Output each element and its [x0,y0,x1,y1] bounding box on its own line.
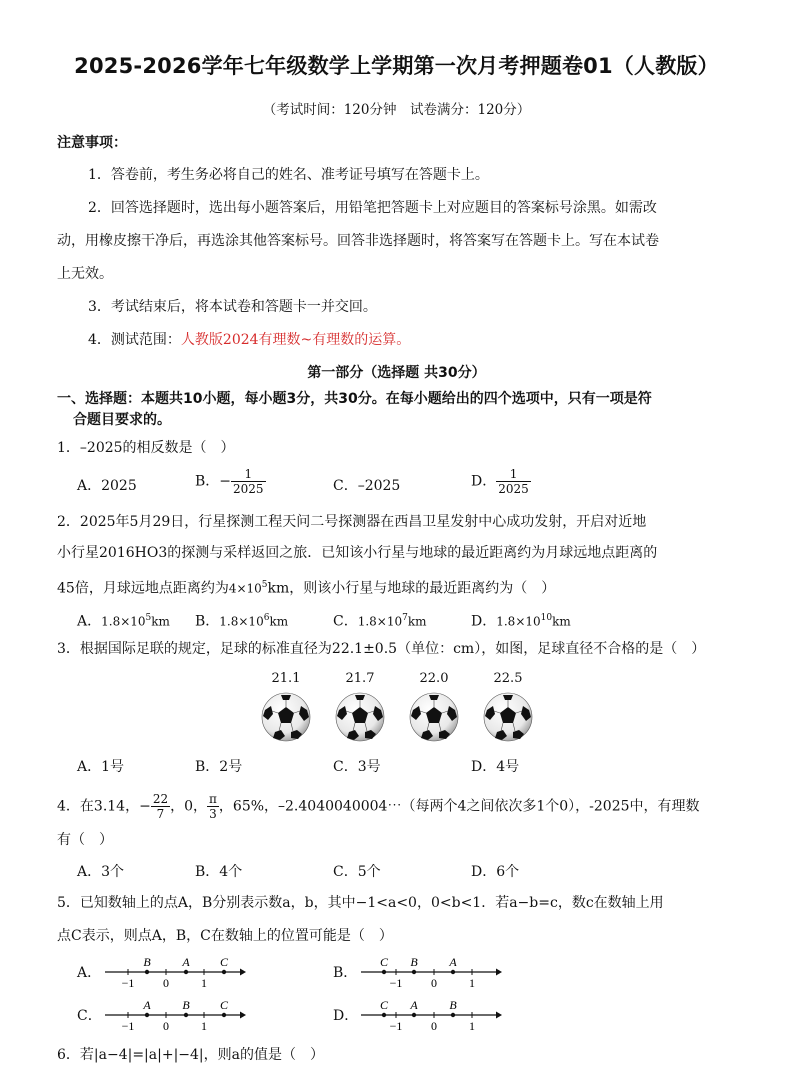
note-4-range: 人教版2024有理数~有理数的运算。 [180,332,411,348]
q1-option-c[interactable]: C．–2025 [333,478,401,494]
q2-b-base: 1.8×10 [219,614,264,629]
q4-option-b[interactable]: B．4个 [195,864,243,880]
q4-l1b: ，0， [170,798,208,815]
q2-a-sup: 5 [145,613,152,623]
q1-d-den: 2025 [498,482,529,496]
q5c-tick-2: 0 [163,1019,169,1033]
note-3: 3．考试结束后，将本试卷和答题卡一并交回。 [88,299,377,315]
note-4 [88,330,753,350]
q2-option-c[interactable] [333,608,427,632]
q5-option-b-numberline [356,952,506,992]
q3-stem: 3．根据国际足联的规定，足球的标准直径为22.1±0.5（单位：cm），如图，足球直径不合格的是（ ） [57,641,706,657]
q2-a-unit: km [151,614,170,629]
section-instructions-cont: 合题目要求的。 [73,412,171,428]
q2-b-sup: 6 [263,613,270,623]
exam-title: 2025-2026学年七年级数学上学期第一次月考押题卷01（人教版） [74,54,719,78]
q2-d-unit: km [552,614,571,629]
q2-c-sup: 7 [402,613,408,623]
q5c-pt-3: C [219,998,229,1012]
q2-l3c: km，则该小行星与地球的最近距离约为（ ） [267,580,556,597]
q5-line-2: 点C表示，则点A，B，C在数轴上的位置可能是（ ） [57,928,393,944]
q4-line-2: 有（ ） [57,832,113,848]
q5a-tick-1: −1 [121,976,135,990]
q1-stem: 1．–2025的相反数是（ ） [57,440,235,456]
q1-b-den: 2025 [233,482,264,496]
q5d-pt-2: A [410,998,418,1012]
q5-line-1: 5．已知数轴上的点A，B分别表示数a，b，其中−1<a<0，0<b<1．若a−b=c，数c在数轴上用 [57,895,664,911]
q2-b-unit: km [269,614,289,629]
q3-option-a[interactable]: A．1号 [77,759,125,775]
q2-a-base: 1.8×10 [101,614,146,629]
q2-l3sup: 5 [261,580,268,590]
ball-1-label: 21.1 [271,671,301,686]
q5d-tick-2: 0 [431,1019,437,1033]
q4-option-c[interactable]: C．5个 [333,864,381,880]
q5d-pt-1: C [379,998,389,1012]
q5-option-d-label[interactable]: D． [333,1008,359,1024]
q5a-tick-3: 1 [201,976,207,990]
q1-option-b[interactable] [195,467,266,496]
q2-c-base: 1.8×10 [357,614,403,629]
soccer-ball-4-icon [483,692,533,742]
q2-line-3 [57,575,753,599]
q5a-pt-2: A [182,955,190,969]
q2-a-label: A． [77,613,102,630]
q4-frac2-num: π [209,792,217,806]
q2-b-label: B． [195,613,220,630]
q5a-pt-3: C [219,955,229,969]
q1-d-num: 1 [496,467,531,482]
q5-option-b-label[interactable]: B． [333,965,358,981]
ball-3-label: 22.0 [419,671,449,686]
q3-option-d[interactable]: D．4号 [471,759,520,775]
q2-option-a[interactable] [77,608,170,632]
q3-option-c[interactable]: C．3号 [333,759,381,775]
q2-d-sup: 10 [540,613,553,623]
q2-line-1: 2．2025年5月29日，行星探测工程天问二号探测器在西昌卫星发射中心成功发射，开启对近地 [57,514,647,530]
q4-frac2-den: 3 [209,807,217,821]
part-heading: 第一部分（选择题 共30分） [307,365,486,381]
q5b-tick-3: 1 [469,976,475,990]
note-2b: 动，用橡皮擦干净后，再选涂其他答案标号。回答非选择题时，将答案写在答题卡上。写在本试卷 [57,233,659,249]
q1-b-fraction [231,467,266,496]
q1-b-sign: − [219,473,232,490]
q1-d-fraction [496,467,531,496]
q4-line-1 [57,792,753,821]
note-1: 1．答卷前，考生务必将自己的姓名、准考证号填写在答题卡上。 [88,167,489,183]
q4-frac1-den: 7 [156,807,165,821]
q2-d-base: 1.8×10 [496,614,541,629]
q2-option-d[interactable] [471,608,571,632]
q4-l1a: 4．在3.14，− [57,798,151,815]
q2-d-label: D． [471,613,497,630]
q1-option-a[interactable]: A．2025 [77,478,137,494]
q5a-pt-1: B [143,955,151,969]
q4-option-a[interactable]: A．3个 [77,864,125,880]
q5-option-c-numberline [100,995,250,1035]
q4-frac-1 [151,792,170,821]
q5b-tick-2: 0 [431,976,437,990]
q1-b-num: 1 [231,467,266,482]
q5c-pt-1: A [143,998,151,1012]
q5b-pt-3: A [449,955,457,969]
q5b-tick-1: −1 [389,976,403,990]
note-2a: 2．回答选择题时，选出每小题答案后，用铅笔把答题卡上对应题目的答案标号涂黑。如需改 [88,200,657,216]
q3-option-b[interactable]: B．2号 [195,759,243,775]
q4-option-d[interactable]: D．6个 [471,864,520,880]
q5-option-c-label[interactable]: C． [77,1008,102,1024]
exam-subtitle: （考试时间：120分钟 试卷满分：120分） [262,102,531,118]
q2-l3a: 45倍，月球远地点距离约为 [57,580,229,597]
q6-stem: 6．若|a−4|=|a|+|−4|，则a的值是（ ） [57,1047,324,1063]
soccer-ball-3-icon [409,692,459,742]
q2-c-unit: km [407,614,427,629]
notes-heading: 注意事项： [57,135,127,151]
q5b-pt-1: C [379,955,389,969]
note-4-prefix: 4．测试范围： [88,332,181,348]
section-instructions: 一、选择题：本题共10小题，每小题3分，共30分。在每小题给出的四个选项中，只有一项是符 [57,391,652,407]
q5c-pt-2: B [182,998,190,1012]
q5-option-d-numberline [356,995,506,1035]
q5d-tick-3: 1 [469,1019,475,1033]
q5c-tick-1: −1 [121,1019,135,1033]
q4-l1c: ，65%，–2.4040040004⋯（每两个4之间依次多1个0），-2025中，有理数 [218,798,700,815]
ball-4-label: 22.5 [493,671,523,686]
q5c-tick-3: 1 [201,1019,207,1033]
q2-line-2: 小行星2016HO3的探测与采样返回之旅．已知该小行星与地球的最近距离约为月球远地点距离的 [57,545,658,561]
q1-b-label: B． [195,473,220,490]
q1-d-label: D． [471,473,497,490]
q4-frac-2 [207,792,219,821]
q2-l3b: 4×10 [228,581,262,596]
q5a-tick-2: 0 [163,976,169,990]
q5d-tick-1: −1 [389,1019,403,1033]
note-2c: 上无效。 [57,266,113,282]
q5b-pt-2: B [410,955,418,969]
q5d-pt-3: B [449,998,457,1012]
q4-frac1-num: 22 [152,792,169,806]
soccer-ball-2-icon [335,692,385,742]
q2-option-b[interactable] [195,608,288,632]
q5-option-a-numberline [100,952,250,992]
soccer-ball-1-icon [261,692,311,742]
q1-option-d[interactable] [471,467,531,496]
q2-c-label: C． [333,613,358,630]
q5-option-a-label[interactable]: A． [77,965,102,981]
ball-2-label: 21.7 [345,671,375,686]
